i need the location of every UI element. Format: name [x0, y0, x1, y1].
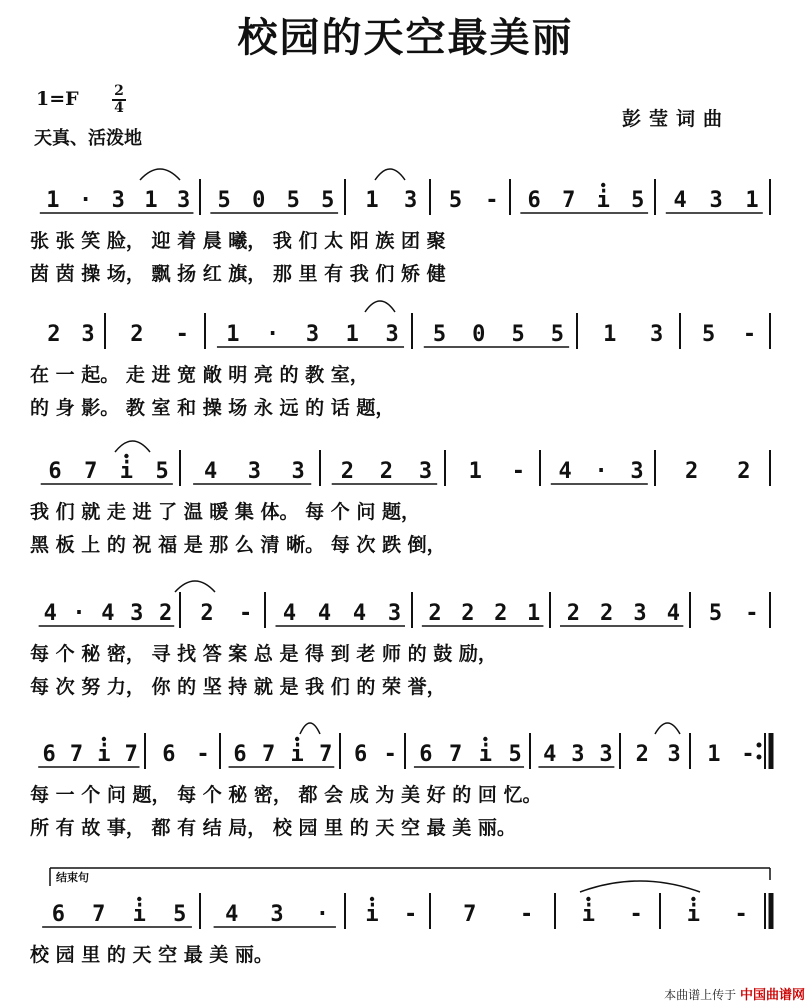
note: -: [239, 601, 253, 626]
note: ·: [594, 459, 608, 484]
note: 2: [566, 601, 580, 626]
note: 3: [599, 742, 613, 767]
note: 6: [162, 742, 176, 767]
lyric-line: 所 有 故 事， 都 有 结 局， 校 园 里 的 天 空 最 美 丽。: [30, 817, 516, 839]
lyric-line: 每 个 秘 密， 寻 找 答 案 总 是 得 到 老 师 的 鼓 励，: [30, 643, 497, 665]
note: i: [97, 742, 111, 767]
note: 5: [631, 188, 645, 213]
note: 7: [84, 459, 98, 484]
slur: [580, 881, 700, 892]
note: 7: [124, 742, 138, 767]
note: 4: [666, 601, 680, 626]
note: 5: [702, 322, 716, 347]
note: -: [741, 742, 755, 767]
note: i: [686, 902, 701, 927]
note: 5: [155, 459, 169, 484]
note: 3: [418, 459, 433, 484]
note: i: [596, 188, 610, 213]
note: 3: [291, 459, 305, 484]
lyric-line: 我 们 就 走 进 了 温 暖 集 体。 每 个 问 题，: [30, 501, 420, 523]
note: 3: [270, 902, 284, 927]
note: -: [175, 322, 189, 347]
slur: [300, 723, 320, 734]
note: -: [485, 188, 499, 213]
note: 2: [47, 322, 61, 347]
note: 6: [51, 902, 65, 927]
note: 3: [630, 459, 644, 484]
octave-dot: [137, 897, 141, 901]
repeat-dot: [757, 755, 762, 760]
note: 3: [81, 322, 95, 347]
octave-dot: [124, 454, 128, 458]
note: 7: [92, 902, 106, 927]
composer-credit: 彭莹词曲: [622, 108, 731, 130]
note: 3: [305, 322, 320, 347]
slur: [115, 441, 150, 452]
repeat-dot: [757, 743, 762, 748]
note: 2: [635, 742, 649, 767]
note: ·: [315, 902, 329, 927]
ending-label: 结束句: [56, 871, 89, 884]
note: 3: [571, 742, 585, 767]
note: 5: [708, 601, 723, 626]
note: 3: [404, 188, 418, 213]
note: 6: [527, 188, 541, 213]
note: 3: [111, 188, 125, 213]
note: 4: [225, 902, 239, 927]
note: -: [742, 322, 757, 347]
note: 5: [321, 188, 335, 213]
note: 1: [468, 459, 482, 484]
note: 2: [494, 601, 508, 626]
note: 7: [261, 742, 276, 767]
note: 2: [737, 459, 751, 484]
note: 5: [173, 902, 187, 927]
time-signature-denominator: 4: [114, 100, 124, 116]
note: 1: [707, 742, 721, 767]
note: 4: [43, 601, 57, 626]
octave-dot: [586, 897, 590, 901]
note: i: [119, 459, 134, 484]
note: 3: [667, 742, 681, 767]
note: 4: [352, 601, 367, 626]
note: 2: [379, 459, 394, 484]
lyric-line: 的 身 影。 教 室 和 操 场 永 远 的 话 题，: [30, 397, 395, 419]
note: 1: [745, 188, 759, 213]
slur: [175, 581, 215, 592]
note: -: [404, 902, 418, 927]
note: 5: [550, 322, 564, 347]
lyric-line: 在 一 起。 走 进 宽 敞 明 亮 的 教 室，: [30, 364, 369, 386]
octave-dot: [483, 737, 487, 741]
note: 1: [345, 322, 359, 347]
octave-dot: [102, 737, 106, 741]
slur: [140, 169, 180, 180]
footer-note: [664, 984, 805, 1003]
note: -: [196, 742, 210, 767]
note: ·: [78, 188, 93, 213]
footer-site: 中国曲谱网: [739, 988, 805, 1003]
note: 1: [46, 188, 60, 213]
note: -: [734, 902, 748, 927]
lyric-line: 张 张 笑 脸， 迎 着 晨 曦， 我 们 太 阳 族 团 聚: [30, 230, 446, 252]
note: 1: [144, 188, 158, 213]
note: i: [132, 902, 146, 927]
note: 6: [233, 742, 247, 767]
note: 4: [558, 459, 572, 484]
note: 7: [69, 742, 84, 767]
note: 2: [600, 601, 614, 626]
note: 4: [317, 601, 332, 626]
note: 2: [158, 601, 173, 626]
note: 6: [419, 742, 433, 767]
note: 2: [200, 601, 214, 626]
note: 3: [385, 322, 399, 347]
note: i: [290, 742, 304, 767]
note: 0: [472, 322, 486, 347]
note: -: [383, 742, 397, 767]
note: 2: [428, 601, 442, 626]
lyric-line: 每 一 个 问 题， 每 个 秘 密， 都 会 成 为 美 好 的 回 忆。: [30, 784, 542, 806]
octave-dot: [295, 737, 299, 741]
note: 3: [130, 601, 144, 626]
note: 0: [252, 188, 266, 213]
footer-prefix: 本曲谱上传于: [664, 988, 737, 1002]
note: 1: [226, 322, 240, 347]
note: 7: [463, 902, 477, 927]
note: -: [519, 902, 534, 927]
note: 6: [48, 459, 62, 484]
score-title: 校园的天空最美丽: [237, 15, 574, 61]
note: 4: [282, 601, 297, 626]
note: 5: [217, 188, 231, 213]
note: 2: [130, 322, 144, 347]
note: 2: [684, 459, 699, 484]
lyric-line: 黑 板 上 的 祝 福 是 那 么 清 晰。 每 次 跌 倒，: [30, 534, 446, 556]
note: -: [629, 902, 643, 927]
note: 3: [247, 459, 261, 484]
note: 1: [526, 601, 541, 626]
note: i: [365, 902, 379, 927]
note: 3: [649, 322, 664, 347]
key-signature: 1=F: [36, 88, 79, 110]
time-signature-numerator: 2: [114, 83, 124, 99]
tempo-marking: 天真、活泼地: [34, 128, 142, 149]
slur: [655, 723, 680, 734]
note: 5: [286, 188, 300, 213]
note: 7: [448, 742, 463, 767]
note: 6: [42, 742, 56, 767]
note: i: [581, 902, 596, 927]
lyric-line: 校 园 里 的 天 空 最 美 丽。: [30, 944, 273, 966]
note: 5: [508, 742, 522, 767]
note: 4: [204, 459, 218, 484]
note: 4: [543, 742, 557, 767]
note: 1: [365, 188, 379, 213]
octave-dot: [370, 897, 374, 901]
note: 7: [562, 188, 576, 213]
lyric-line: 茵 茵 操 场， 飘 扬 红 旗， 那 里 有 我 们 矫 健: [30, 263, 446, 285]
lyric-line: 每 次 努 力， 你 的 坚 持 就 是 我 们 的 荣 誉，: [30, 676, 446, 698]
note: 3: [633, 601, 647, 626]
note: 2: [340, 459, 354, 484]
note: 2: [461, 601, 475, 626]
note: 7: [319, 742, 333, 767]
note: 3: [387, 601, 402, 626]
note: 5: [432, 322, 447, 347]
slur: [365, 301, 395, 312]
note: 3: [709, 188, 723, 213]
note: ·: [266, 322, 280, 347]
note: 5: [448, 188, 463, 213]
note: ·: [72, 601, 86, 626]
slur: [375, 169, 405, 180]
note: 6: [354, 742, 368, 767]
note: 1: [603, 322, 617, 347]
octave-dot: [601, 183, 605, 187]
note: 4: [101, 601, 115, 626]
note: 3: [177, 188, 191, 213]
note: 4: [673, 188, 687, 213]
note: i: [478, 742, 492, 767]
note: -: [511, 459, 526, 484]
note: 5: [511, 322, 525, 347]
note: -: [745, 601, 759, 626]
octave-dot: [691, 897, 695, 901]
